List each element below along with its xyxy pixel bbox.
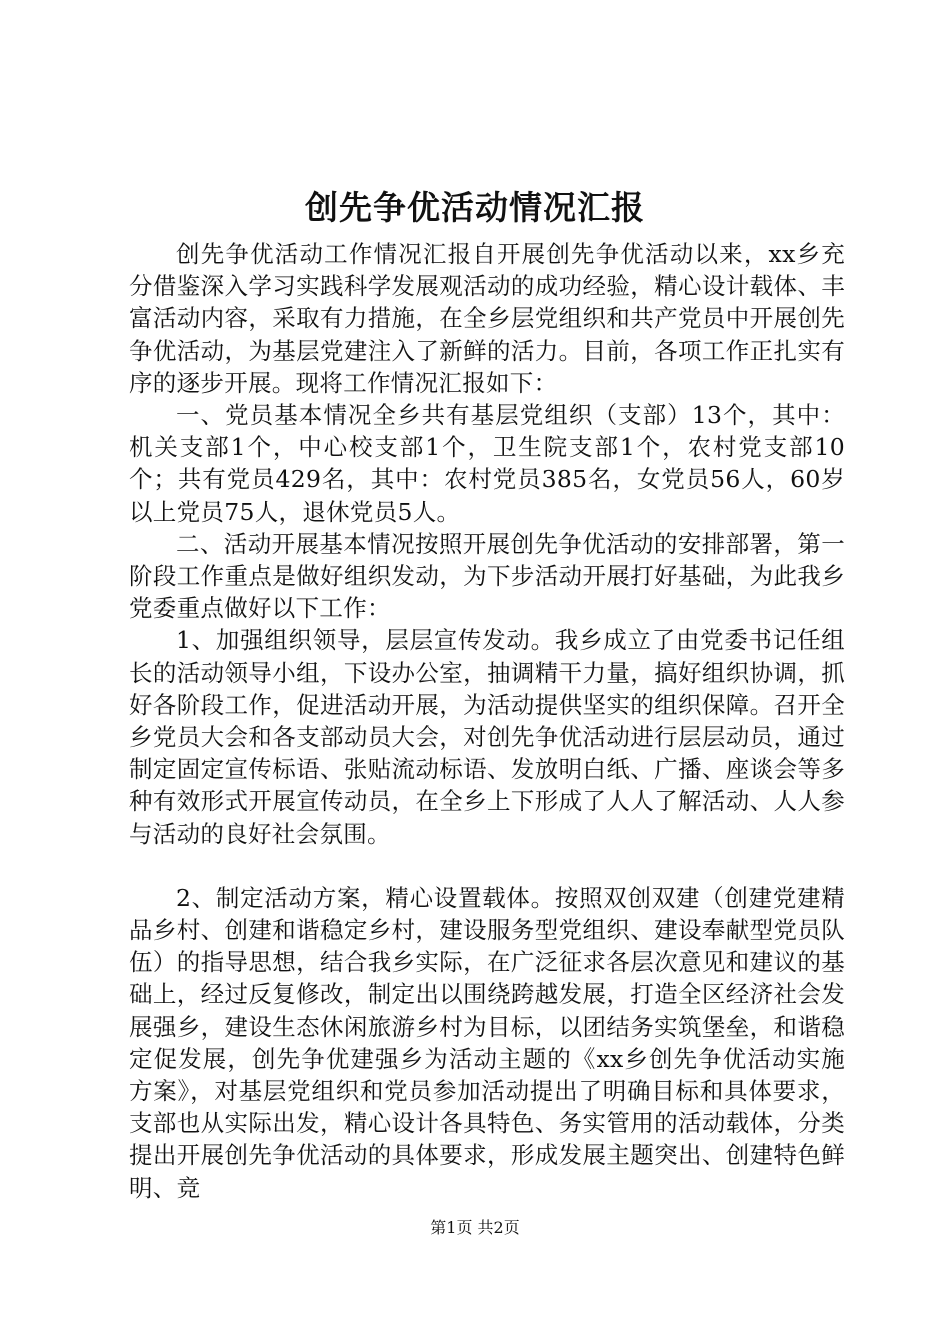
paragraph-activity-status: 二、活动开展基本情况按照开展创先争优活动的安排部署，第一阶段工作重点是做好组织发动，为下步活动开展打好基础，为此我乡党委重点做好以下工作： xyxy=(129,529,845,623)
document-body xyxy=(129,238,845,1204)
document-title: 创先争优活动情况汇报 xyxy=(305,188,645,227)
paragraph-organization-leadership: 1、加强组织领导，层层宣传发动。我乡成立了由党委书记任组长的活动领导小组，下设办公室，抽调精干力量，搞好组织协调，抓好各阶段工作，促进活动开展，为活动提供坚实的组织保障。召开全乡党员大会和各支部动员大会，对创先争优活动进行层层动员，通过制定固定宣传标语、张贴流动标语、发放明白纸、广播、座谈会等多种有效形式开展宣传动员，在全乡上下形成了人人了解活动、人人参与活动的良好社会氛围。 xyxy=(129,626,845,848)
paragraph-intro: 创先争优活动工作情况汇报自开展创先争优活动以来，xx乡充分借鉴深入学习实践科学发展观活动的成功经验，精心设计载体、丰富活动内容，采取有力措施，在全乡层党组织和共产党员中开展创先争优活动，为基层党建注入了新鲜的活力。目前，各项工作正扎实有序的逐步开展。现将工作情况汇报如下： xyxy=(129,240,845,397)
paragraph-activity-plan: 2、制定活动方案，精心设置载体。按照双创双建（创建党建精品乡村、创建和谐稳定乡村，建设服务型党组织、建设奉献型党员队伍）的指导思想，结合我乡实际，在广泛征求各层次意见和建议的基础上，经过反复修改，制定出以围绕跨越发展，打造全区经济社会发展强乡，建设生态休闲旅游乡村为目标，以团结务实筑堡垒，和谐稳定促发展，创先争优建强乡为活动主题的《xx乡创先争优活动实施方案》，对基层党组织和党员参加活动提出了明确目标和具体要求，支部也从实际出发，精心设计各具特色、务实管用的活动载体，分类提出开展创先争优活动的具体要求，形成发展主题突出、创建特色鲜明、竞 xyxy=(129,883,845,1202)
paragraph-party-member-status: 一、党员基本情况全乡共有基层党组织（支部）13个，其中：机关支部1个，中心校支部1个，卫生院支部1个，农村党支部10个；共有党员429名，其中：农村党员385名，女党员56人，60岁以上党员75人，退休党员5人。 xyxy=(129,401,845,526)
page-number: 第1页 共2页 xyxy=(430,1218,520,1237)
